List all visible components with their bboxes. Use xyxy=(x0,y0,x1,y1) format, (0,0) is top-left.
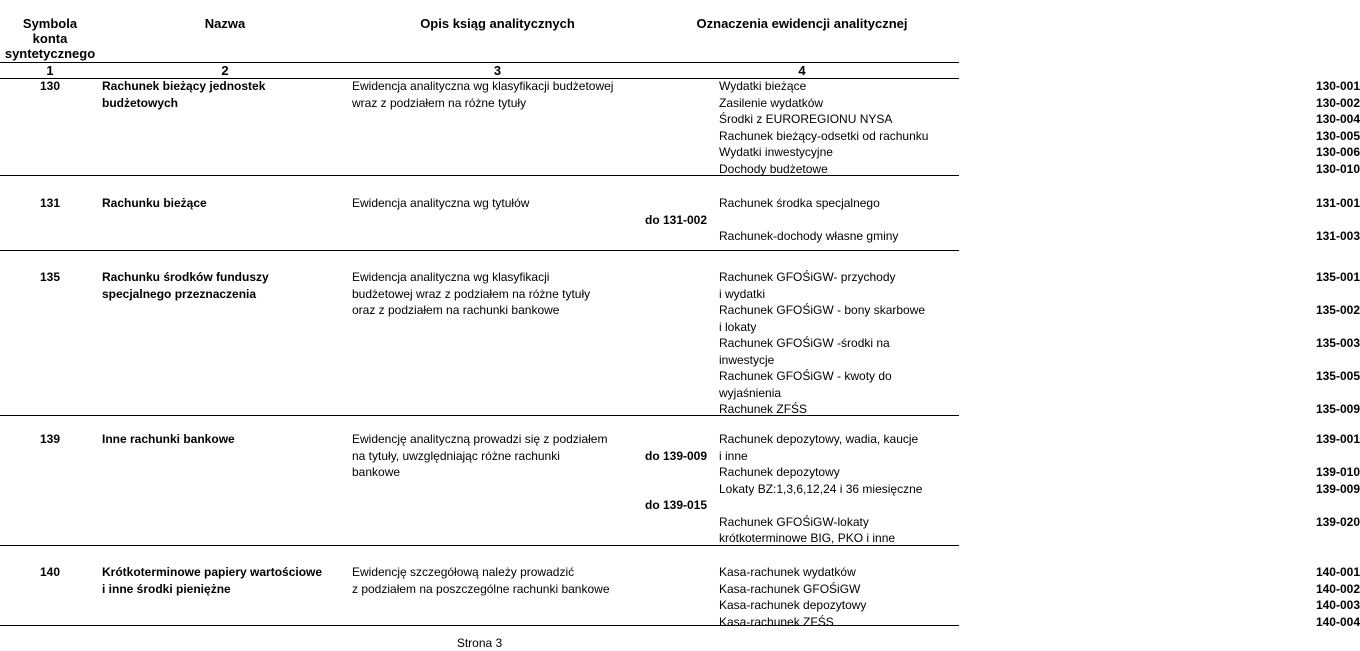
analytic-code: 140-002 xyxy=(1315,581,1360,596)
account-name: Inne rachunki bankowe xyxy=(102,432,235,446)
analytic-label: Lokaty BZ:1,3,6,12,24 i 36 miesięczne xyxy=(719,481,923,496)
analytic-label: Zasilenie wydatków xyxy=(719,95,824,110)
analytic-code: 139-010 xyxy=(1315,465,1360,479)
page-footer: Strona 3 xyxy=(456,636,503,650)
analytic-code: 135-001 xyxy=(1315,270,1360,284)
analytic-label: Rachunek środka specjalnego xyxy=(719,196,880,210)
analytic-label: krótkoterminowe BIG, PKO i inne xyxy=(719,531,896,545)
analytic-code: 139-020 xyxy=(1315,514,1360,529)
analytic-label: Rachunek depozytowy, wadia, kaucje xyxy=(719,432,919,446)
analytic-code: 130-001 xyxy=(1315,79,1360,93)
account-name: Rachunku środków funduszy xyxy=(102,270,269,284)
analytic-code: 140-001 xyxy=(1315,565,1360,579)
header-col2: Nazwa xyxy=(204,16,246,31)
header-col1-line1: Symbola xyxy=(22,16,78,31)
analytic-label: Środki z EUROREGIONU NYSA xyxy=(719,112,893,126)
analytic-label: Rachunek bieżący-odsetki od rachunku xyxy=(719,128,929,143)
account-symbol: 135 xyxy=(39,270,61,284)
row-divider xyxy=(0,250,959,251)
analytic-code: 139-009 xyxy=(1315,481,1360,496)
analytic-label: Rachunek ZFŚS xyxy=(719,402,808,416)
analytic-label: Kasa-rachunek GFOŚiGW xyxy=(719,581,861,596)
analytic-label: Kasa-rachunek ZFŚS xyxy=(719,614,834,629)
header-col3: Opis ksiąg analitycznych xyxy=(420,16,575,31)
account-symbol: 130 xyxy=(39,79,61,93)
account-description: Ewidencję analityczną prowadzi się z podziałem xyxy=(352,432,608,446)
analytic-code: 139-001 xyxy=(1315,432,1360,446)
row-divider xyxy=(0,625,959,626)
account-symbol: 140 xyxy=(39,565,61,579)
analytic-code: 130-002 xyxy=(1315,95,1360,110)
analytic-code: 130-005 xyxy=(1315,128,1360,143)
account-description: wraz z podziałem na różne tytuły xyxy=(352,95,527,110)
analytic-code: 135-002 xyxy=(1315,303,1360,317)
analytic-code: 135-003 xyxy=(1315,336,1360,350)
analytic-code: 130-010 xyxy=(1315,161,1360,176)
analytic-code: 130-004 xyxy=(1315,112,1360,126)
account-name: i inne środki pieniężne xyxy=(102,581,231,596)
account-description: Ewidencja analityczna wg klasyfikacji xyxy=(352,270,550,284)
analytic-code: do 131-002 xyxy=(645,212,708,227)
analytic-label: inwestycje xyxy=(719,352,775,367)
account-description: z podziałem na poszczególne rachunki bankowe xyxy=(352,581,610,596)
account-description: Ewidencja analityczna wg klasyfikacji budżetowej xyxy=(352,79,614,93)
analytic-label: i lokaty xyxy=(719,319,757,334)
row-divider xyxy=(0,415,959,416)
header-col4: Oznaczenia ewidencji analitycznej xyxy=(696,16,908,31)
analytic-code: 140-003 xyxy=(1315,598,1360,612)
header-num3: 3 xyxy=(493,63,502,78)
account-description: bankowe xyxy=(352,465,401,479)
account-name: budżetowych xyxy=(102,95,179,110)
account-name: specjalnego przeznaczenia xyxy=(102,286,257,301)
analytic-label: Dochody budżetowe xyxy=(719,161,828,176)
account-description: budżetowej wraz z podziałem na różne tytuły xyxy=(352,286,591,301)
account-description: oraz z podziałem na rachunki bankowe xyxy=(352,303,560,317)
header-num4: 4 xyxy=(798,63,806,78)
analytic-code: 131-003 xyxy=(1315,229,1360,243)
account-description: Ewidencja analityczna wg tytułów xyxy=(352,196,530,210)
analytic-code: 135-005 xyxy=(1315,369,1360,383)
account-name: Krótkoterminowe papiery wartościowe xyxy=(102,565,323,579)
analytic-label: wyjaśnienia xyxy=(719,385,782,400)
account-name: Rachunek bieżący jednostek xyxy=(102,79,266,93)
analytic-label: Rachunek GFOŚiGW - kwoty do xyxy=(719,369,892,383)
analytic-code: do 139-015 xyxy=(645,498,708,512)
account-name: Rachunku bieżące xyxy=(102,196,207,210)
account-description: Ewidencję szczegółową należy prowadzić xyxy=(352,565,575,579)
row-divider xyxy=(0,175,959,176)
analytic-code: 131-001 xyxy=(1315,196,1360,210)
header-col1-line2: konta xyxy=(32,31,68,46)
header-num2: 2 xyxy=(221,63,229,78)
row-divider xyxy=(0,545,959,546)
analytic-code: do 139-009 xyxy=(645,448,708,463)
analytic-label: i inne xyxy=(719,448,748,463)
analytic-code: 130-006 xyxy=(1315,145,1360,159)
analytic-code: 135-009 xyxy=(1315,402,1360,416)
analytic-label: i wydatki xyxy=(719,286,766,301)
analytic-code: 140-004 xyxy=(1315,614,1360,629)
analytic-label: Rachunek GFOŚiGW -środki na xyxy=(719,336,890,350)
account-symbol: 131 xyxy=(39,196,61,210)
analytic-label: Rachunek GFOŚiGW-lokaty xyxy=(719,514,869,529)
analytic-label: Kasa-rachunek wydatków xyxy=(719,565,856,579)
account-description: na tytuły, uwzględniając różne rachunki xyxy=(352,448,560,463)
analytic-label: Rachunek-dochody własne gminy xyxy=(719,229,899,243)
analytic-label: Rachunek GFOŚiGW- przychody xyxy=(719,270,896,284)
analytic-label: Wydatki bieżące xyxy=(719,79,807,93)
header-num1: 1 xyxy=(46,63,54,78)
header-col1-line3: syntetycznego xyxy=(4,46,96,61)
analytic-label: Kasa-rachunek depozytowy xyxy=(719,598,867,612)
analytic-label: Rachunek GFOŚiGW - bony skarbowe xyxy=(719,303,926,317)
account-symbol: 139 xyxy=(39,432,61,446)
analytic-label: Wydatki inwestycyjne xyxy=(719,145,833,159)
analytic-label: Rachunek depozytowy xyxy=(719,465,840,479)
